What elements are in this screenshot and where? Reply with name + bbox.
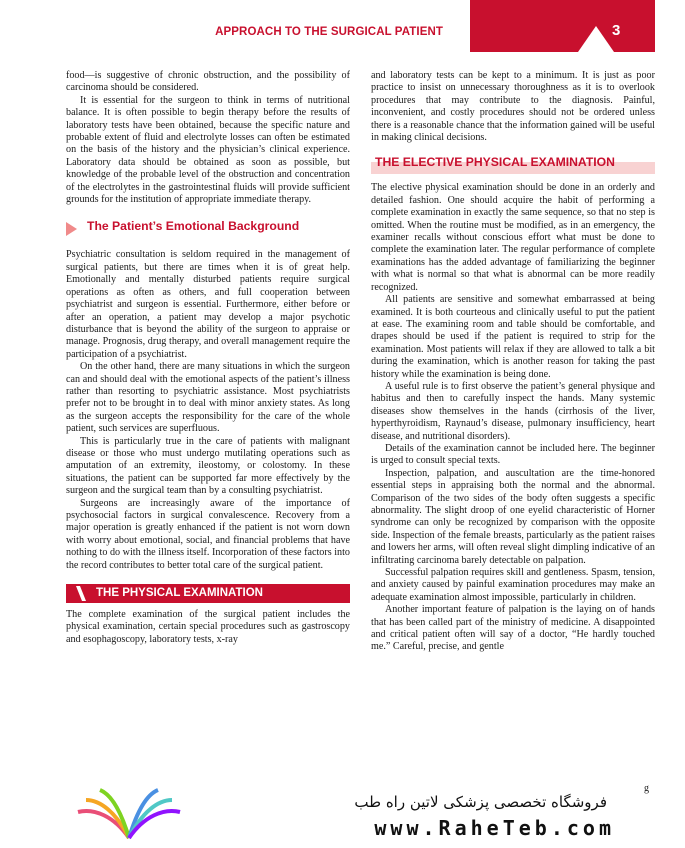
paragraph: Details of the examination cannot be included here. The beginner is urged to consult special texts.: [371, 442, 655, 467]
header-notch: [578, 26, 614, 52]
paragraph: and laboratory tests can be kept to a minimum. It is just as poor practice to insist on unnecessary thoroughness as it is to overlook procedures that may contribute to the diagnosis. Painful, inconvenient, and costly procedures should not be ordered unless there is a reasonable chance that the information gained will be useful in making clinical decisions.: [371, 70, 655, 144]
section-heading-emotional: [66, 217, 350, 241]
cut-off-glyph: g: [644, 783, 649, 794]
paragraph: The complete examination of the surgical patient includes the physical examination, certain special procedures such as gastroscopy and esophagoscopy, laboratory tests, x-ray: [66, 609, 350, 645]
running-head: APPROACH TO THE SURGICAL PATIENT: [215, 26, 443, 38]
section-heading-text: THE ELECTIVE PHYSICAL EXAMINATION: [375, 155, 615, 170]
paragraph: Surgeons are increasingly aware of the importance of psychosocial factors in surgical convalescence. Recovery from a major operation is greatly enhanced if the patient is not worn down with worry about emotional, social, and financial problems that have nothing to do with the illness itself. Incorporation of these factors into the record contributes to better total care of the surgical patient.: [66, 497, 350, 571]
page-header: [0, 0, 685, 52]
paragraph: A useful rule is to first observe the patient’s general physique and habitus and then to carefully inspect the hands. Many systemic diseases show themselves in the hands (cirrhosis of the liver, hyperthyroidism, Raynaud’s disease, pulmonary insufficiency, heart disease, and nutritional disorders).: [371, 380, 655, 442]
paragraph: Inspection, palpation, and auscultation are the time-honored essential steps in appraising both the normal and the abnormal. Comparison of the two sides of the body often suggests a specific abnormality. The slight droop of one eyelid characteristic of Horner syndrome can only be recognized by comparison with the opposite side. Inspection of the female breasts, particularly as the patient raises and lowers her arms, will often reveal slight dimpling indicative of an infiltrating carcinoma barely detectable on palpation.: [371, 467, 655, 566]
book-logo-icon: [74, 786, 184, 846]
page-number: 3: [612, 22, 621, 39]
paragraph: All patients are sensitive and somewhat embarrassed at being examined. It is both courteous and clinically useful to put the patient at ease. The examining room and table should be comfortable, and drapes should be used if the patient is required to strip for the examination. Most patients will relax if they are allowed to talk a bit during the examination, which is another reason for taking the past history while the examination is being done.: [371, 294, 655, 380]
chevron-icon: [76, 586, 86, 601]
paragraph: Another important feature of palpation is the laying on of hands that has been called part of the ministry of medicine. A disappointed and critical patient often will say of a doctor, “He hardly touched me.” Careful, precise, and gentle: [371, 604, 655, 653]
paragraph: On the other hand, there are many situations in which the surgeon can and should deal with the emotional aspects of the patient’s illness rather than resorting to psychiatric assistance. Most psychiatrists prefer not to be brought in to deal with minor anxiety states. As long as the surgeon accepts the responsibility for the care of the whole patient, such services are superfluous.: [66, 361, 350, 435]
paragraph: It is essential for the surgeon to think in terms of nutritional balance. It is often possible to begin therapy before the results of laboratory tests have been obtained, because the specific nature and probable extent of fluid and electrolyte losses can often be estimated on the basis of the history and the physician’s clinical experience. Laboratory data should be obtained as soon as possible, but knowledge of the probable level of the obstruction and concentration of the electrolytes in the gastrointestinal fluids will provide sufficient grounds for the institution of appropriate immediate therapy.: [66, 94, 350, 206]
section-heading-elective: [371, 154, 655, 174]
left-column: [66, 70, 350, 646]
section-heading-text: THE PHYSICAL EXAMINATION: [96, 587, 263, 600]
header-red-block: [470, 0, 655, 52]
triangle-bullet-icon: [66, 222, 77, 236]
right-column: [371, 70, 655, 654]
paragraph: Successful palpation requires skill and gentleness. Spasm, tension, and anxiety caused by painful examination procedures may make an adequate examination almost impossible, particularly in children.: [371, 567, 655, 603]
paragraph: food—is suggestive of chronic obstruction, and the possibility of carcinoma should be considered.: [66, 70, 350, 94]
watermark-persian-text: فروشگاه تخصصی پزشکی لاتین راه طب: [354, 793, 607, 811]
section-heading-text: The Patient’s Emotional Background: [87, 219, 300, 234]
watermark-url: www.RaheTeb.com: [374, 816, 615, 840]
section-heading-physical: [66, 584, 350, 603]
paragraph: Psychiatric consultation is seldom required in the management of surgical patients, but there are times when it is of great help. Emotionally and mentally disturbed patients require surgical operations as often as others, and full cooperation between psychiatrist and surgeon is essential. Furthermore, either before or after an operation, a patient may develop a major psychotic disturbance that is beyond the ability of the surgeon to appraise or manage. Prognosis, drug therapy, and overall management require the participation of a psychiatrist.: [66, 249, 350, 360]
paragraph: This is particularly true in the care of patients with malignant disease or those who must undergo mutilating operations such as amputation of an extremity, ileostomy, or colostomy. In these situations, the patient can be supported far more effectively by the surgeon and the surgical team than by a consulting psychiatrist.: [66, 435, 350, 497]
paragraph: The elective physical examination should be done in an orderly and detailed fashion. One should acquire the habit of performing a complete examination in exactly the same sequence, so that no step is omitted. When the routine must be modified, as in an emergency, the examiner recalls without conscious effort what must be done to complete the examination later. The regular performance of complete examinations has the added advantage of familiarizing the beginner with what is normal so that what is abnormal can be more readily recognized.: [371, 182, 655, 293]
watermark-footer: [0, 778, 685, 848]
